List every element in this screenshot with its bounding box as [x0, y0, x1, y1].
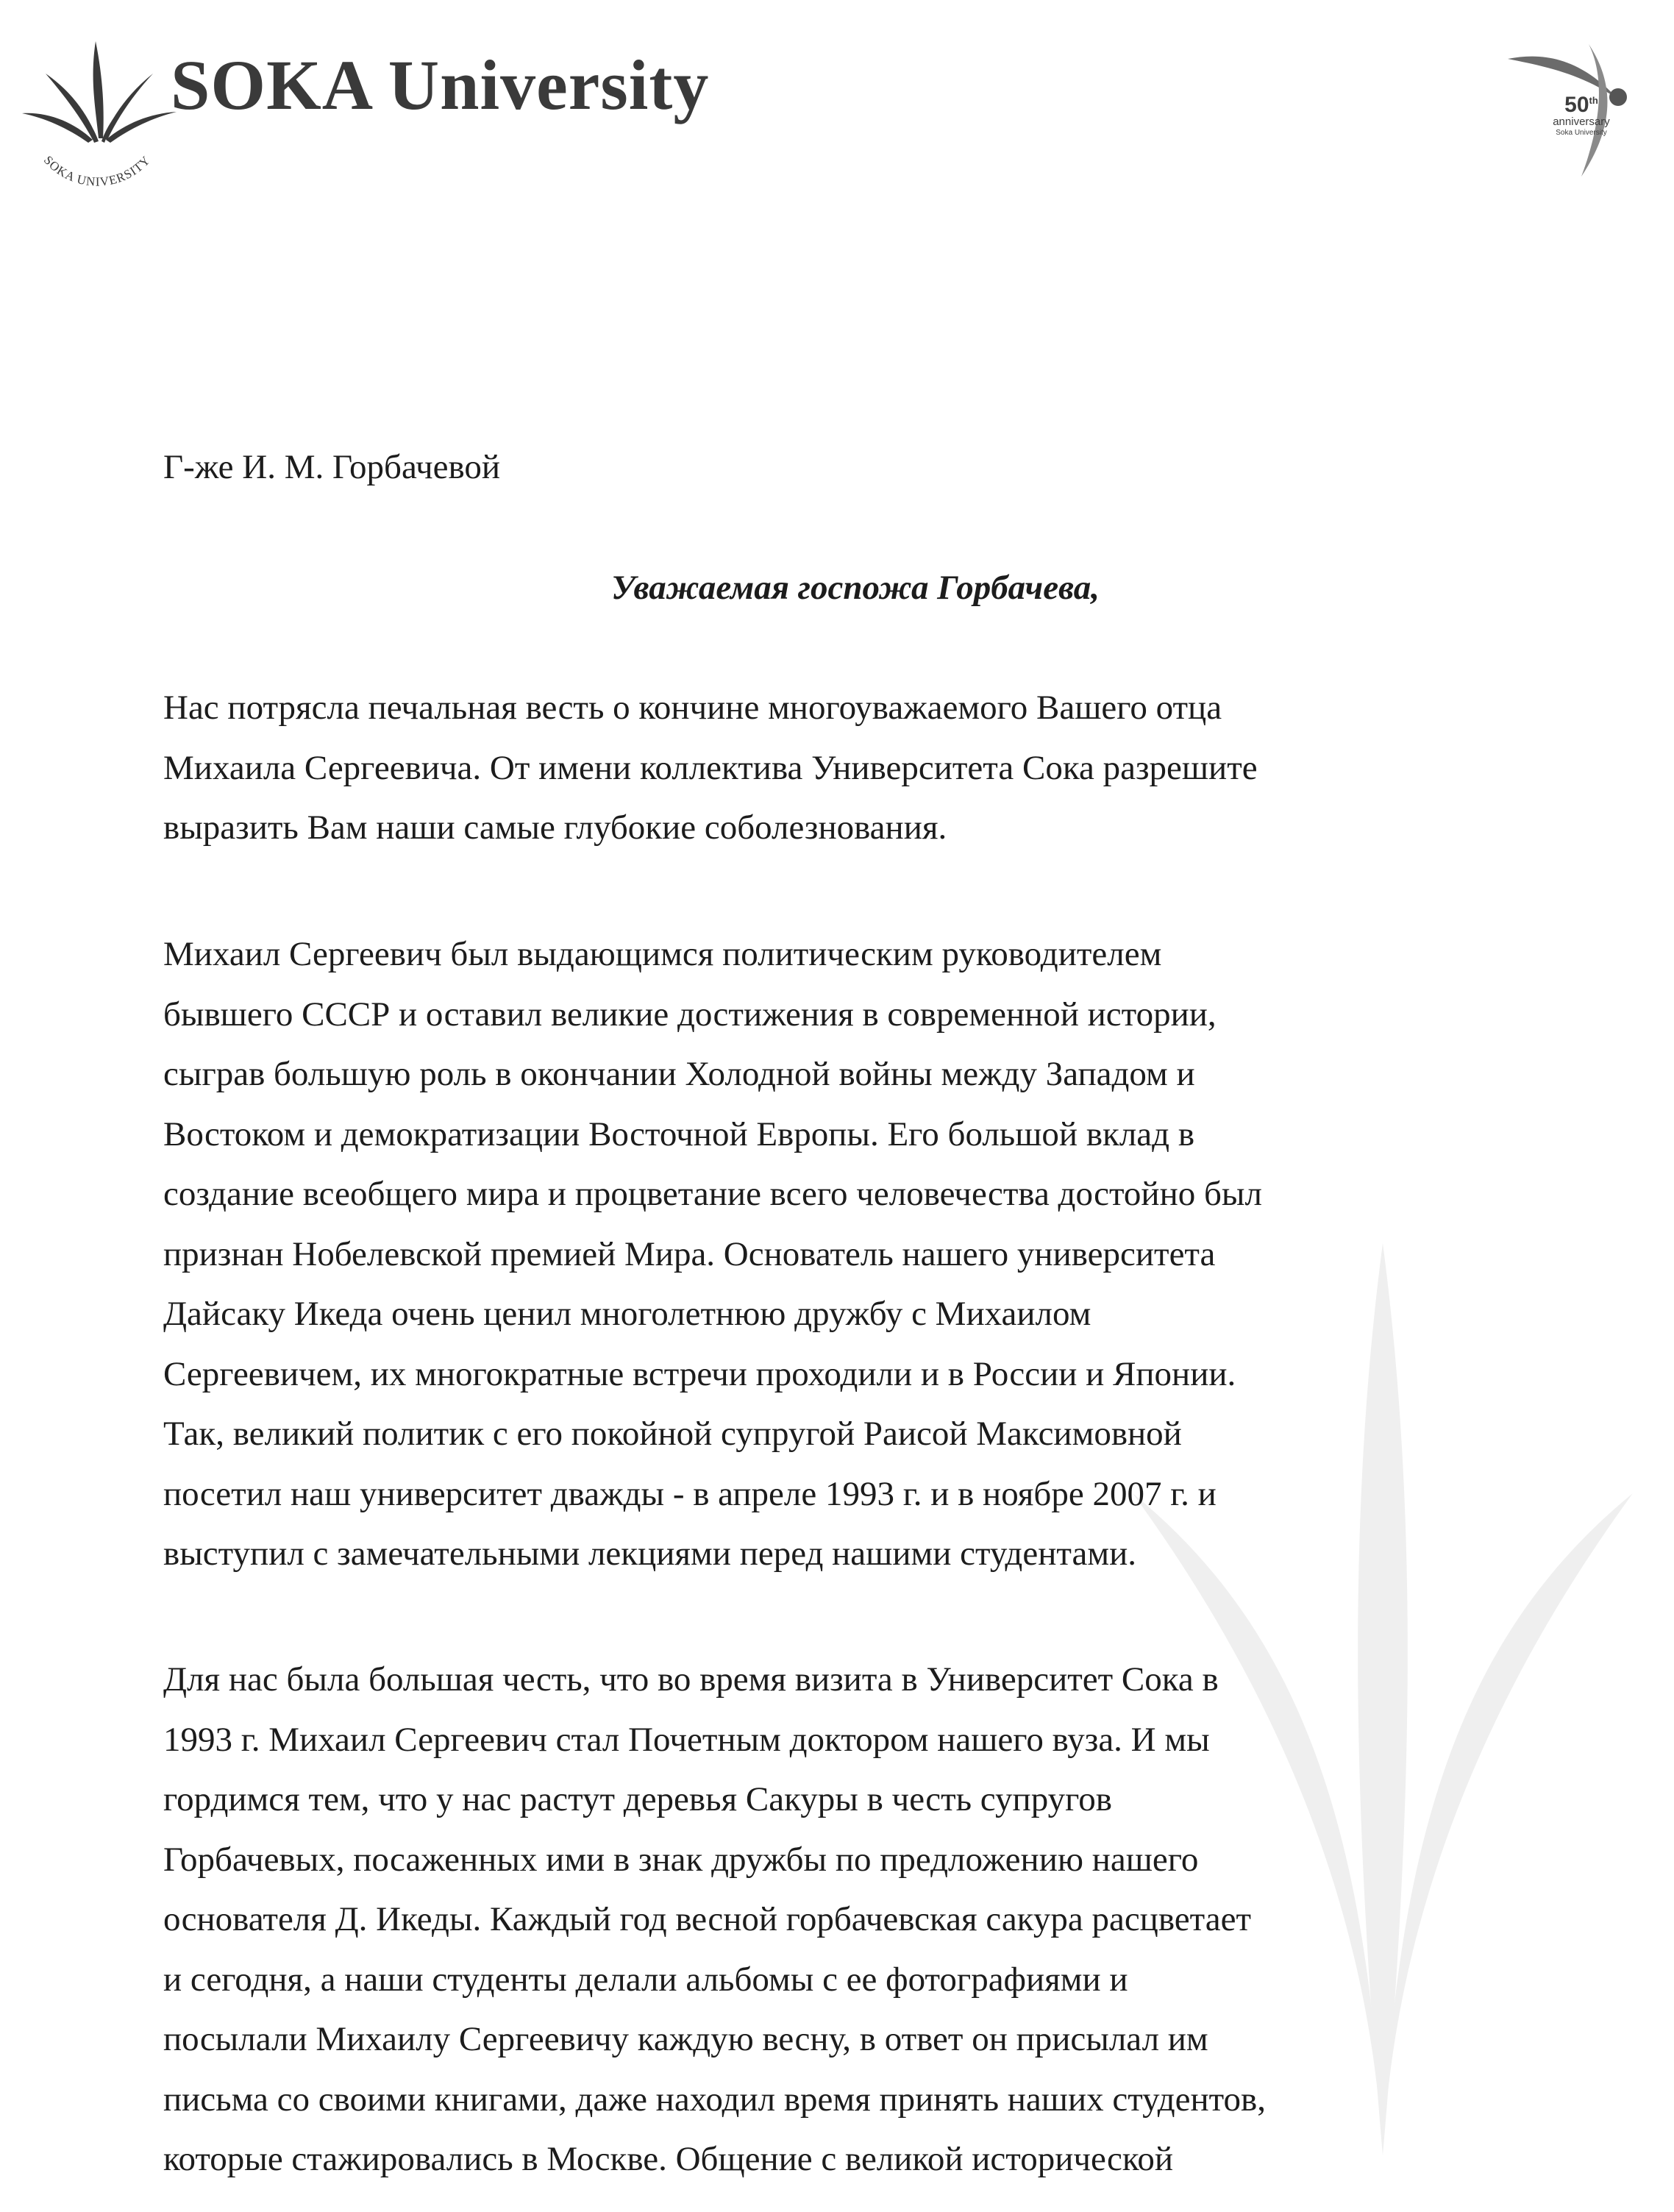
paragraph-line: Дайсаку Икеда очень ценил многолетнюю дружбу с Михаилом [163, 1295, 1091, 1333]
paragraph-2 [163, 925, 1561, 1585]
paragraph-line: Нас потрясла печальная весть о кончине многоуважаемого Вашего отца [163, 689, 1222, 727]
paragraph-line: выступил с замечательными лекциями перед нашими студентами. [163, 1534, 1136, 1573]
university-name: SOKA University [171, 46, 710, 124]
anniversary-badge [1537, 94, 1625, 137]
paragraph-line: Горбачевых, посаженных ими в знак дружбы по предложению нашего [163, 1840, 1199, 1879]
soka-university-logo-icon [16, 28, 185, 197]
paragraph-line: посылали Михаилу Сергеевичу каждую весну, в ответ он присылал им [163, 2020, 1208, 2058]
svg-text:SOKA UNIVERSITY [41, 153, 153, 189]
paragraph-line: Так, великий политик с его покойной супругой Раисой Максимовной [163, 1415, 1182, 1453]
paragraph-line: признан Нобелевской премией Мира. Основатель нашего университета [163, 1234, 1216, 1273]
addressee: Г-же И. М. Горбачевой [163, 448, 500, 486]
anniversary-number: 50th [1564, 93, 1598, 117]
paragraph-line: основателя Д. Икеды. Каждый год весной горбачевская сакура расцветает [163, 1900, 1251, 1938]
paragraph-line: и сегодня, а наши студенты делали альбомы с ее фотографиями и [163, 1960, 1128, 1999]
paragraph-line: Востоком и демократизации Восточной Европы. Его большой вклад в [163, 1114, 1195, 1153]
paragraph-line: 1993 г. Михаил Сергеевич стал Почетным доктором нашего вуза. И мы [163, 1720, 1210, 1759]
paragraph-line: выразить Вам наши самые глубокие соболезнования. [163, 808, 947, 847]
anniversary-org: Soka University [1556, 128, 1607, 137]
paragraph-line: создание всеобщего мира и процветание всего человечества достойно был [163, 1175, 1262, 1213]
paragraph-line: Сергеевичем, их многократные встречи проходили и в России и Японии. [163, 1354, 1236, 1393]
paragraph-line: гордимся тем, что у нас растут деревья Сакуры в честь супругов [163, 1780, 1112, 1818]
paragraph-1 [163, 678, 1561, 858]
anniversary-word: anniversary [1553, 115, 1610, 128]
paragraph-line: Для нас была большая честь, что во время визита в Университет Сока в [163, 1660, 1219, 1699]
paragraph-line: Михаил Сергеевич был выдающимся политическим руководителем [163, 935, 1162, 973]
logo-caption: SOKA UNIVERSITY [40, 153, 154, 189]
paragraph-line: письма со своими книгами, даже находил время принять наших студентов, [163, 2080, 1266, 2119]
paragraph-line: которые стажировались в Москве. Общение с великой исторической [163, 2140, 1173, 2178]
paragraph-line: Михаила Сергеевича. От имени коллектива Университета Сока разрешите [163, 748, 1258, 787]
paragraph-line: сыграв большую роль в окончании Холодной войны между Западом и [163, 1055, 1195, 1093]
paragraph-line: посетил наш университет дважды - в апреле 1993 г. и в ноябре 2007 г. и [163, 1474, 1217, 1513]
paragraph-line: бывшего СССР и оставил великие достижения в современной истории, [163, 995, 1217, 1034]
paragraph-3 [163, 1650, 1561, 2190]
salutation: Уважаемая госпожа Горбачева, [611, 569, 1100, 607]
